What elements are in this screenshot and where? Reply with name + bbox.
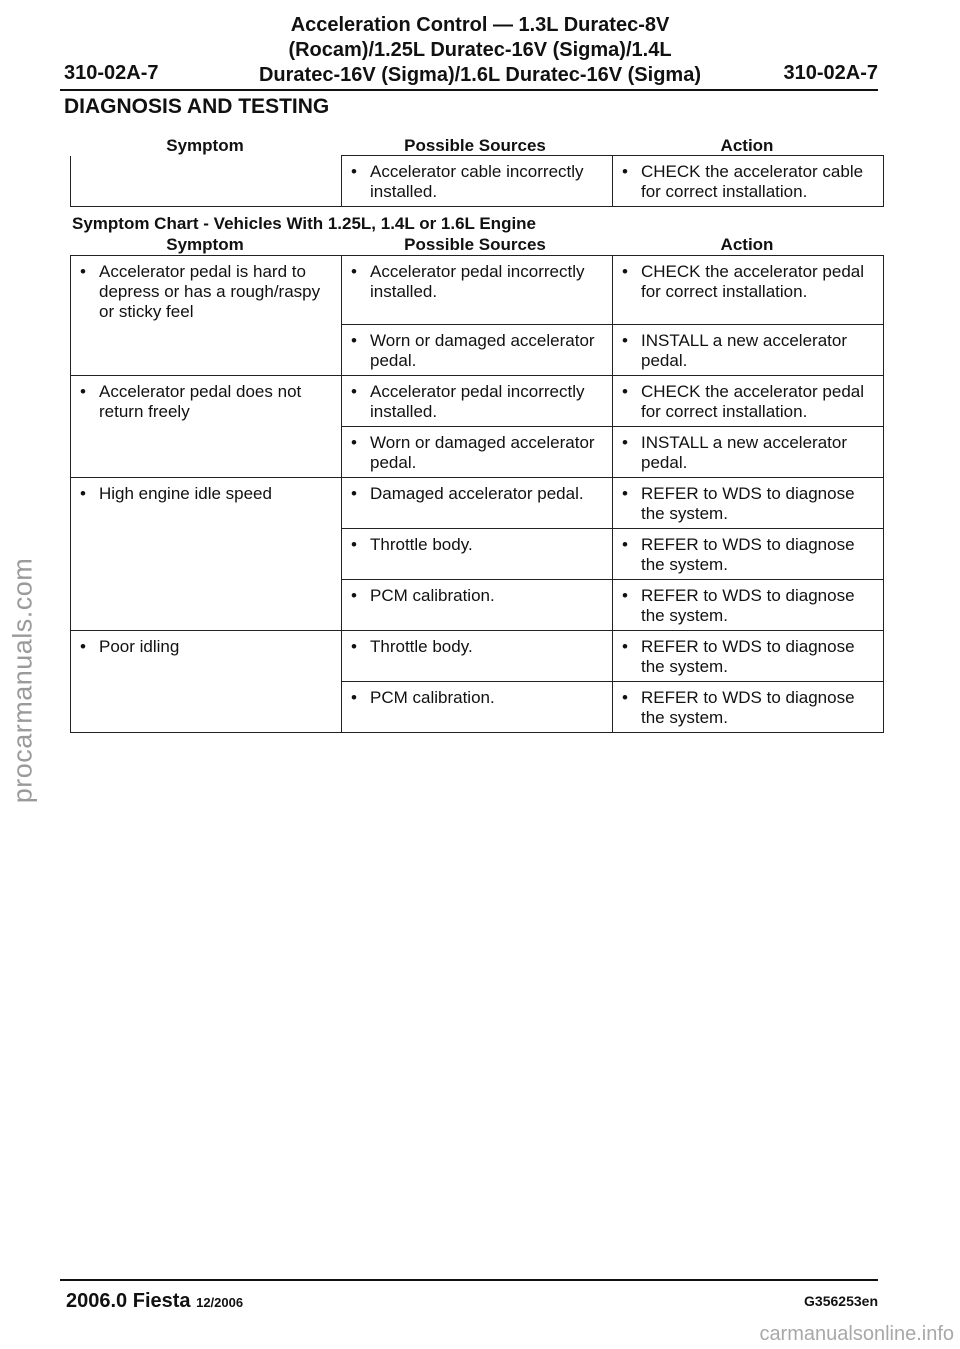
- table-row: [71, 478, 884, 529]
- action-cell: [613, 478, 884, 529]
- side-watermark: procarmanuals.com: [7, 557, 38, 804]
- header-title-line-1: Acceleration Control — 1.3L Duratec-8V: [290, 14, 670, 36]
- source-text: • PCM calibration.: [348, 688, 606, 708]
- action-cell: [613, 256, 884, 325]
- source-text: • Accelerator cable incorrectly installed.: [348, 162, 606, 202]
- symptom-chart-table: [70, 255, 884, 733]
- source-cell: [342, 580, 613, 631]
- footer-code: G356253en: [804, 1293, 878, 1309]
- source-text: • Worn or damaged accelerator pedal.: [348, 331, 606, 371]
- action-text: • REFER to WDS to diagnose the system.: [619, 586, 877, 626]
- source-text: • Damaged accelerator pedal.: [348, 484, 606, 504]
- action-text: • INSTALL a new accelerator pedal.: [619, 331, 877, 371]
- source-text: • Accelerator pedal incorrectly installed.: [348, 382, 606, 422]
- table-continuation: [70, 155, 884, 207]
- symptom-text: • High engine idle speed: [77, 484, 335, 504]
- symptom-cell: [71, 376, 342, 478]
- source-text: • PCM calibration.: [348, 586, 606, 606]
- source-text: • Throttle body.: [348, 637, 606, 657]
- source-cell: [342, 156, 613, 207]
- footer-date: 12/2006: [196, 1295, 244, 1310]
- source-cell: [342, 376, 613, 427]
- source-text: • Worn or damaged accelerator pedal.: [348, 433, 606, 473]
- action-text: • REFER to WDS to diagnose the system.: [619, 637, 877, 677]
- footer-model: [66, 1290, 243, 1313]
- table2-header-symptom: Symptom: [166, 235, 244, 254]
- page-code-left: 310-02A-7: [64, 62, 159, 84]
- action-cell: [613, 529, 884, 580]
- table-row: [71, 376, 884, 427]
- footer-model-name: 2006.0 Fiesta: [66, 1290, 191, 1312]
- bottom-watermark: carmanualsonline.info: [759, 1323, 954, 1345]
- header-title-line-3: Duratec-16V (Sigma)/1.6L Duratec-16V (Sigma): [258, 64, 701, 86]
- action-text: • CHECK the accelerator cable for correct installation.: [619, 162, 877, 202]
- action-cell: [613, 325, 884, 376]
- action-text: • REFER to WDS to diagnose the system.: [619, 535, 877, 575]
- source-cell: [342, 631, 613, 682]
- source-cell: [342, 325, 613, 376]
- table1-header-action: Action: [720, 136, 774, 155]
- action-text: • CHECK the accelerator pedal for correct installation.: [619, 262, 877, 302]
- action-cell: [613, 427, 884, 478]
- action-text: • REFER to WDS to diagnose the system.: [619, 484, 877, 524]
- source-cell: [342, 529, 613, 580]
- symptom-text: • Poor idling: [77, 637, 335, 657]
- source-cell: [342, 256, 613, 325]
- action-cell: [613, 631, 884, 682]
- action-text: • INSTALL a new accelerator pedal.: [619, 433, 877, 473]
- action-cell: [613, 580, 884, 631]
- header-title-line-2: (Rocam)/1.25L Duratec-16V (Sigma)/1.4L: [288, 39, 672, 61]
- header-rule: [60, 89, 878, 91]
- action-text: • REFER to WDS to diagnose the system.: [619, 688, 877, 728]
- symptom-cell: [71, 156, 342, 207]
- table-row: [71, 256, 884, 325]
- action-text: • CHECK the accelerator pedal for correct installation.: [619, 382, 877, 422]
- table1-header-sources: Possible Sources: [404, 136, 546, 155]
- symptom-cell: [71, 631, 342, 733]
- symptom-cell: [71, 478, 342, 631]
- source-cell: [342, 427, 613, 478]
- table2-header-sources: Possible Sources: [404, 235, 546, 254]
- chart-title: Symptom Chart - Vehicles With 1.25L, 1.4L or 1.6L Engine: [72, 214, 537, 233]
- footer-rule: [60, 1279, 878, 1281]
- symptom-text: • Accelerator pedal is hard to depress or has a rough/raspy or sticky feel: [77, 262, 335, 322]
- source-text: • Accelerator pedal incorrectly installed.: [348, 262, 606, 302]
- source-cell: [342, 478, 613, 529]
- table-row: [71, 156, 884, 207]
- table2-header-action: Action: [720, 235, 774, 254]
- symptom-cell: [71, 256, 342, 376]
- table1-header-symptom: Symptom: [166, 136, 244, 155]
- action-cell: [613, 376, 884, 427]
- action-cell: [613, 682, 884, 733]
- source-text: • Throttle body.: [348, 535, 606, 555]
- source-cell: [342, 682, 613, 733]
- section-title: DIAGNOSIS AND TESTING: [64, 95, 330, 118]
- table-row: [71, 631, 884, 682]
- page-code-right: 310-02A-7: [783, 62, 878, 84]
- action-cell: [613, 156, 884, 207]
- symptom-text: • Accelerator pedal does not return freely: [77, 382, 335, 422]
